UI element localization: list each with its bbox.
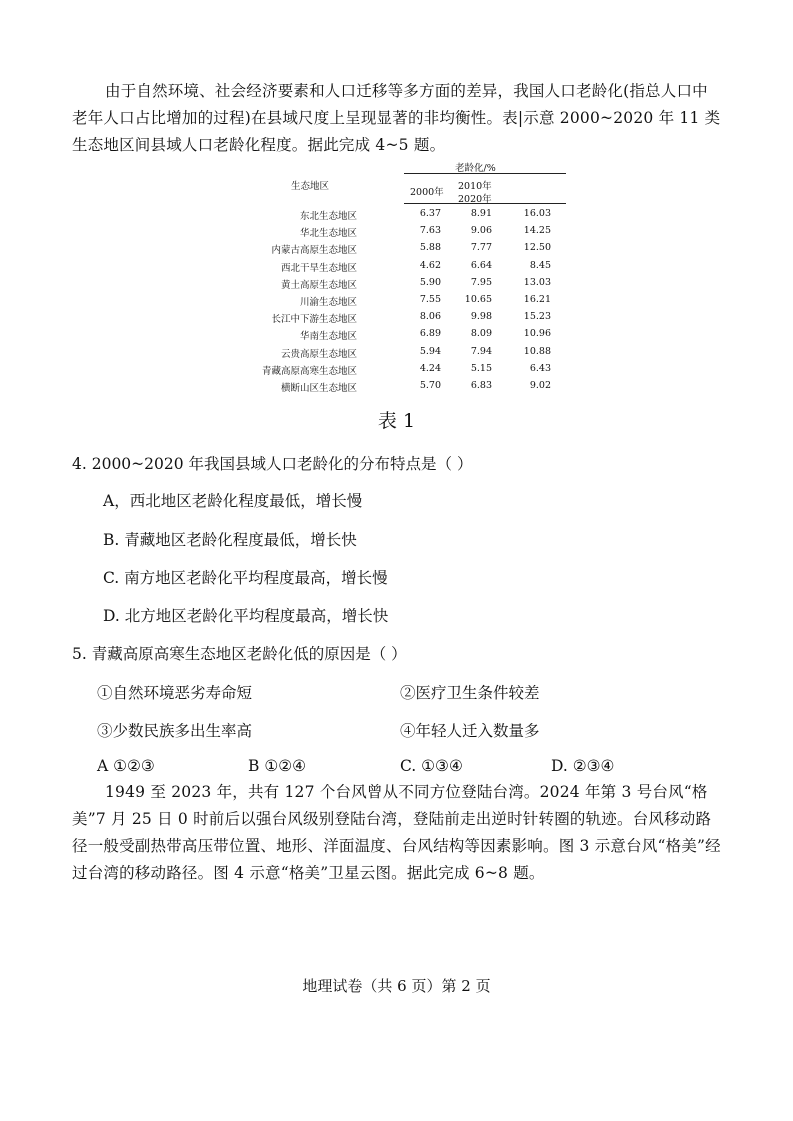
value-2020: 12.50 [523,242,551,254]
value-2000: 6.37 [419,208,441,219]
region-name: 华北生态地区 [299,228,357,240]
value-2010: 7.94 [470,345,492,357]
group-header: 老龄化/% [455,163,496,174]
q5-item-3: ③少数民族多出生率高 [97,722,253,740]
value-2020: 10.88 [523,345,551,357]
value-2020: 10.96 [523,328,551,340]
value-2010: 6.83 [470,380,492,391]
col-2010-header: 2010年 [458,181,492,192]
q4-stem: 4. 2000~2020 年我国县域人口老龄化的分布特点是（ ） [72,455,473,473]
region-name: 内蒙古高原生态地区 [271,245,357,257]
value-2010: 9.98 [470,311,492,323]
value-2010: 5.15 [470,362,492,374]
value-2010: 9.06 [470,225,492,237]
region-name: 华南生态地区 [299,331,357,343]
region-name: 西北干旱生态地区 [280,262,357,274]
value-2000: 5.88 [419,242,441,254]
table-caption: 表 1 [377,410,416,432]
q5-option-c[interactable]: C. ①③④ [400,757,463,775]
region-name: 云贵高原生态地区 [280,348,357,360]
table-header-rule [404,203,566,204]
value-2010: 7.95 [470,276,492,288]
q5-stem: 5. 青藏高原高寒生态地区老龄化低的原因是（ ） [72,645,407,663]
aging-table [0,0,793,400]
q5-option-b[interactable]: B ①②④ [248,757,307,775]
value-2020: 13.03 [523,276,551,288]
value-2020: 16.21 [523,294,551,305]
value-2010: 7.77 [470,242,492,254]
value-2020: 9.02 [529,380,551,391]
value-2020: 14.25 [523,225,551,237]
q4-option-a[interactable]: A，西北地区老龄化程度最低，增长慢 [103,492,363,510]
value-2020: 6.43 [529,362,551,374]
value-2010: 6.64 [470,259,492,271]
q5-item-1: ①自然环境恶劣寿命短 [97,684,253,702]
typhoon-passage: 1949 至 2023 年，共有 127 个台风曾从不同方位登陆台湾。2024 年第 3 号台风“格美”7 月 25 日 0 时前后以强台风级别登陆台湾，登陆前走出逆时针转圈的轨迹。台风移动路径一般受副热带高压带位置、地形、洋面温度、台风结构等因素影响。图 3 示意台风“格美”经过台湾的移动路径。图 4 示意“格美”卫星云图。据此完成 6~8 题。 [72,783,721,882]
value-2000: 5.70 [419,380,441,391]
value-2000: 5.90 [419,276,441,288]
value-2020: 16.03 [523,208,551,219]
value-2010: 10.65 [464,294,492,305]
value-2000: 5.94 [419,345,441,357]
value-2010: 8.09 [470,328,492,340]
col-2020-header: 2020年 [458,194,492,205]
value-2010: 8.91 [470,208,492,219]
q4-option-d[interactable]: D. 北方地区老龄化平均程度最高，增长快 [103,607,389,625]
q5-option-a[interactable]: A ①②③ [97,757,155,775]
region-name: 青藏高原高寒生态地区 [261,365,357,377]
region-name: 东北生态地区 [299,211,357,222]
q5-item-4: ④年轻人迁入数量多 [400,722,540,740]
q4-option-b[interactable]: B. 青藏地区老龄化程度最低，增长快 [103,531,357,549]
value-2000: 7.55 [419,294,441,305]
region-name: 长江中下游生态地区 [271,314,357,326]
value-2020: 8.45 [529,259,551,271]
value-2000: 8.06 [419,311,441,323]
region-name: 川渝生态地区 [299,297,357,308]
col-2000-header: 2000年 [410,187,444,198]
value-2000: 4.62 [419,259,441,271]
q4-option-c[interactable]: C. 南方地区老龄化平均程度最高，增长慢 [103,569,388,587]
value-2020: 15.23 [523,311,551,323]
value-2000: 7.63 [419,225,441,237]
intro-paragraph: 由于自然环境、社会经济要素和人口迁移等多方面的差异，我国人口老龄化(指总人口中老年人口占比增加的过程)在县域尺度上呈现显著的非均衡性。表|示意 2000~2020 年 11 类生态地区间县域人口老龄化程度。据此完成 4~5 题。 [72,82,721,154]
region-name: 黄土高原生态地区 [280,279,357,291]
value-2000: 6.89 [419,328,441,340]
region-name: 横断山区生态地区 [280,383,357,394]
region-header: 生态地区 [291,181,330,192]
page-footer: 地理试卷（共 6 页）第 2 页 [302,977,491,995]
value-2000: 4.24 [419,362,441,374]
q5-option-d[interactable]: D. ②③④ [551,757,615,775]
q5-item-2: ②医疗卫生条件较差 [400,684,540,702]
